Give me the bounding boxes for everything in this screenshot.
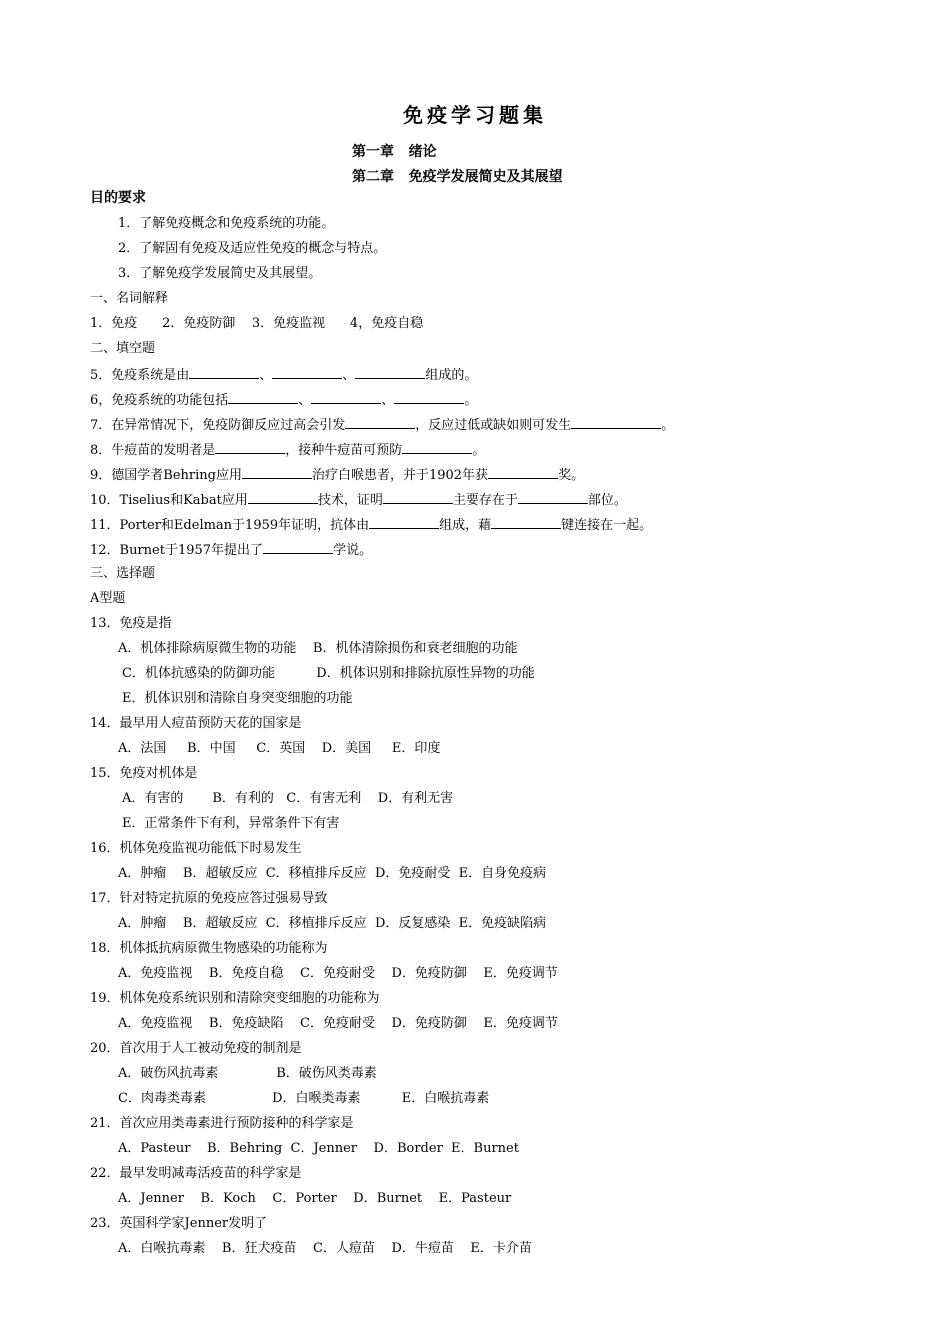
question-13-options: C．机体抗感染的防御功能 D．机体识别和排除抗原性异物的功能 [122, 666, 535, 681]
term-list: 1．免疫 2．免疫防御 3．免疫监视 4，免疫自稳 [90, 316, 424, 331]
question-5: 5．免疫系统是由 、 、 组成的。 [90, 368, 478, 383]
goal-item: 3．了解免疫学发展简史及其展望。 [118, 266, 322, 281]
question-11: 11．Porter和Edelman于1959年证明，抗体由 组成，藉 键连接在一起。 [90, 518, 653, 533]
answer-blank[interactable] [215, 441, 285, 454]
question-15: 15．免疫对机体是 [90, 766, 198, 781]
question-13-options: A．机体排除病原微生物的功能 B．机体清除损伤和衰老细胞的功能 [118, 641, 518, 656]
answer-blank[interactable] [355, 366, 425, 379]
answer-blank[interactable] [488, 466, 558, 479]
answer-blank[interactable] [394, 391, 464, 404]
question-20-options: A．破伤风抗毒素 B．破伤风类毒素 [118, 1066, 377, 1081]
answer-blank[interactable] [369, 516, 439, 529]
answer-blank[interactable] [242, 466, 312, 479]
goal-item: 1．了解免疫概念和免疫系统的功能。 [118, 216, 335, 231]
question-21-options: A．Pasteur B．Behring C．Jenner D．Border E．Burnet [118, 1141, 519, 1156]
question-18-options: A．免疫监视 B．免疫自稳 C．免疫耐受 D．免疫防御 E．免疫调节 [118, 966, 558, 981]
answer-blank[interactable] [491, 516, 561, 529]
question-19-options: A．免疫监视 B．免疫缺陷 C．免疫耐受 D．免疫防御 E．免疫调节 [118, 1016, 558, 1031]
answer-blank[interactable] [189, 366, 259, 379]
question-17: 17．针对特定抗原的免疫应答过强易导致 [90, 891, 328, 906]
question-7: 7．在异常情况下，免疫防御反应过高会引发 ，反应过低或缺如则可发生 。 [90, 418, 675, 433]
question-10: 10．Tiselius和Kabat应用 技术，证明 主要存在于 部位。 [90, 493, 627, 508]
answer-blank[interactable] [402, 441, 472, 454]
question-14-options: A．法国 B．中国 C．英国 D．美国 E．印度 [118, 741, 441, 756]
question-type-label: A型题 [90, 591, 126, 606]
answer-blank[interactable] [518, 491, 588, 504]
answer-blank[interactable] [263, 541, 333, 554]
question-20: 20．首次用于人工被动免疫的制剂是 [90, 1041, 302, 1056]
question-16: 16．机体免疫监视功能低下时易发生 [90, 841, 302, 856]
page-title: 免疫学习题集 [403, 103, 547, 127]
question-13: 13．免疫是指 [90, 616, 172, 631]
question-22: 22．最早发明减毒活疫苗的科学家是 [90, 1166, 302, 1181]
section-heading-choice: 三、选择题 [90, 566, 156, 581]
question-19: 19．机体免疫系统识别和清除突变细胞的功能称为 [90, 991, 380, 1006]
question-12: 12．Burnet于1957年提出了 学说。 [90, 543, 373, 558]
question-23: 23．英国科学家Jenner发明了 [90, 1216, 268, 1231]
question-15-options: A．有害的 B．有利的 C．有害无利 D．有利无害 [122, 791, 454, 806]
question-14: 14．最早用人痘苗预防天花的国家是 [90, 716, 302, 731]
answer-blank[interactable] [571, 416, 661, 429]
answer-blank[interactable] [228, 391, 298, 404]
answer-blank[interactable] [311, 391, 381, 404]
chapter-2-heading: 第二章 免疫学发展简史及其展望 [352, 169, 563, 185]
chapter-1-heading: 第一章 绪论 [352, 144, 437, 160]
question-21: 21．首次应用类毒素进行预防接种的科学家是 [90, 1116, 354, 1131]
question-23-options: A．白喉抗毒素 B．狂犬疫苗 C．人痘苗 D．牛痘苗 E．卡介苗 [118, 1241, 532, 1256]
section-heading-fill: 二、填空题 [90, 341, 156, 356]
section-heading-terms: 一、名词解释 [90, 291, 169, 306]
goal-heading: 目的要求 [90, 190, 146, 206]
answer-blank[interactable] [272, 366, 342, 379]
goal-item: 2．了解固有免疫及适应性免疫的概念与特点。 [118, 241, 387, 256]
answer-blank[interactable] [383, 491, 453, 504]
question-17-options: A．肿瘤 B．超敏反应 C．移植排斥反应 D．反复感染 E．免疫缺陷病 [118, 916, 547, 931]
question-18: 18．机体抵抗病原微生物感染的功能称为 [90, 941, 328, 956]
question-16-options: A．肿瘤 B．超敏反应 C．移植排斥反应 D．免疫耐受 E．自身免疫病 [118, 866, 547, 881]
question-15-options: E．正常条件下有利，异常条件下有害 [122, 816, 340, 831]
question-13-options: E．机体识别和清除自身突变细胞的功能 [122, 691, 353, 706]
question-20-options: C．肉毒类毒素 D．白喉类毒素 E．白喉抗毒素 [118, 1091, 490, 1106]
answer-blank[interactable] [248, 491, 318, 504]
answer-blank[interactable] [345, 416, 415, 429]
question-9: 9．德国学者Behring应用 治疗白喉患者，并于1902年获 奖。 [90, 468, 585, 483]
question-8: 8．牛痘苗的发明者是 ，接种牛痘苗可预防 。 [90, 443, 486, 458]
question-22-options: A．Jenner B．Koch C．Porter D．Burnet E．Pasteur [118, 1191, 512, 1206]
question-6: 6，免疫系统的功能包括 、 、 。 [90, 393, 478, 408]
